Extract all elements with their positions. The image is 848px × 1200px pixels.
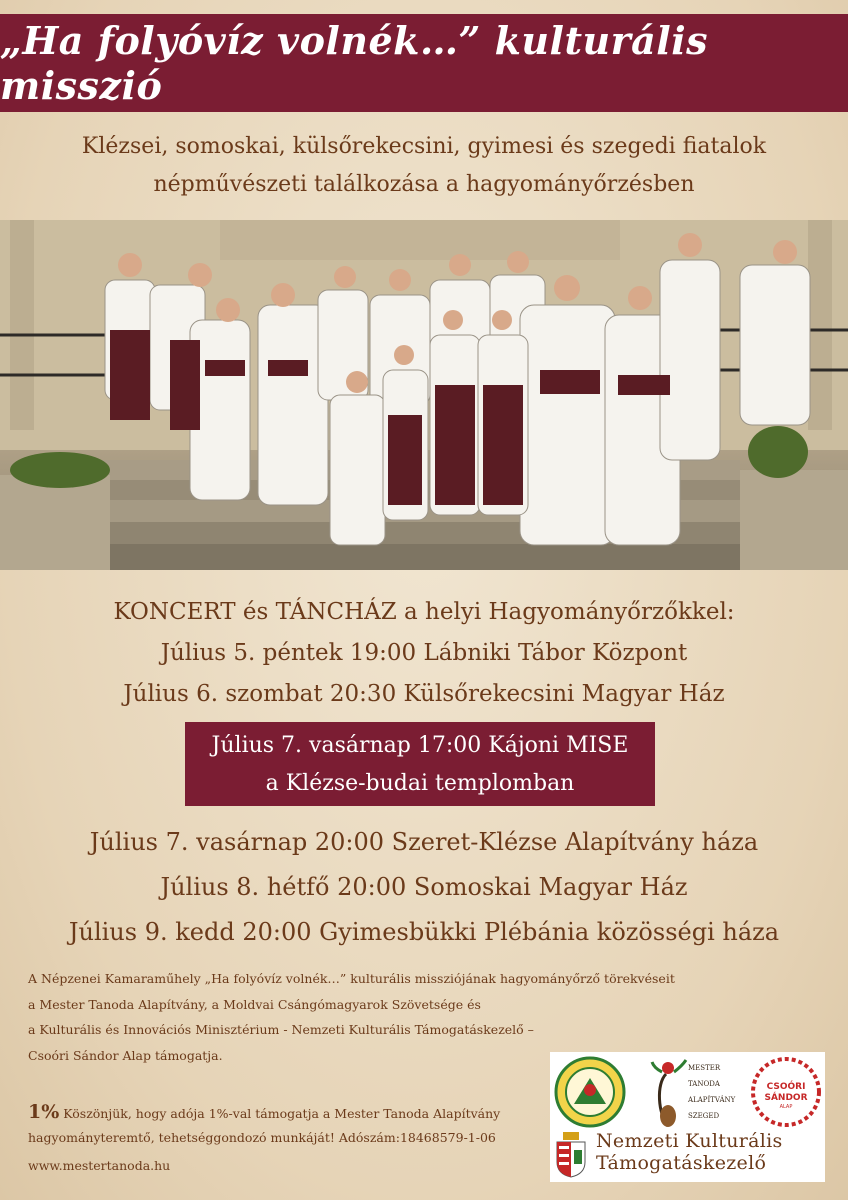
page-title: „Ha folyóvíz volnék…” kulturális misszió (0, 18, 709, 108)
support-line: a Mester Tanoda Alapítvány, a Moldvai Csángómagyarok Szövetsége és (28, 996, 481, 1012)
event-item: Július 7. vasárnap 20:00 Szeret-Klézse Alapítvány háza (89, 828, 759, 856)
support-line: a Kulturális és Innovációs Minisztérium - Nemzeti Kulturális Támogatáskezelő – (28, 1022, 534, 1037)
highlighted-event-line-1: Július 7. vasárnap 17:00 Kájoni MISE (211, 733, 629, 758)
event-item: Július 8. hétfő 20:00 Somoskai Magyar Ház (160, 873, 688, 901)
events-heading: KONCERT és TÁNCHÁZ a helyi Hagyományőrzőkkel: (113, 599, 735, 625)
support-line: A Népzenei Kamaraműhely „Ha folyóvíz volnék…” kulturális missziójának hagyományőrző törekvéseit (28, 971, 675, 986)
tax-donation-text (28, 1098, 548, 1152)
svg-text:SZEGED: SZEGED (688, 1112, 720, 1120)
events-list (0, 592, 848, 715)
event-item: Július 6. szombat 20:30 Külsőrekecsini Magyar Ház (123, 681, 725, 707)
events-list-continued (0, 820, 848, 955)
highlighted-event (185, 722, 655, 806)
title-banner (0, 14, 848, 112)
csoori-sandor-alap-logo-icon (750, 1056, 822, 1128)
subtitle-line-2: népművészeti találkozása a hagyományőrzésben (153, 172, 695, 197)
svg-text:CSOÓRI: CSOÓRI (766, 1082, 806, 1092)
hungarian-coat-of-arms-icon (554, 1132, 588, 1178)
support-line: Csoóri Sándor Alap támogatja. (28, 1047, 223, 1063)
mester-tanoda-logo-icon (646, 1054, 736, 1134)
event-item: Július 9. kedd 20:00 Gyimesbükki Plébánia közösségi háza (68, 918, 780, 946)
svg-text:SÁNDOR: SÁNDOR (764, 1093, 808, 1103)
nkt-line-1: Nemzeti Kulturális (596, 1130, 783, 1152)
website-link[interactable]: www.mestertanoda.hu (28, 1158, 171, 1173)
svg-text:ALAPÍTVÁNY: ALAPÍTVÁNY (688, 1096, 736, 1104)
group-photo (0, 220, 848, 570)
svg-text:ALAP: ALAP (779, 1104, 793, 1110)
csango-association-logo-icon (554, 1056, 626, 1128)
subtitle-line-1: Klézsei, somoskai, külsőrekecsini, gyimesi és szegedi fiatalok (81, 134, 767, 159)
group-photo-illustration (0, 220, 848, 570)
nkt-line-2: Támogatáskezelő (596, 1152, 767, 1174)
tax-line-2: hagyományteremtő, tehetséggondozó munkáját! Adószám:18468579-1-06 (28, 1130, 496, 1145)
nkt-logo-text (596, 1130, 824, 1174)
subtitle (0, 128, 848, 204)
svg-text:MESTER: MESTER (688, 1064, 721, 1072)
event-item: Július 5. péntek 19:00 Lábniki Tábor Központ (160, 640, 688, 666)
tax-percent: 1% (28, 1101, 60, 1123)
highlighted-event-line-2: a Klézse-budai templomban (265, 771, 575, 796)
svg-text:TANODA: TANODA (688, 1080, 720, 1088)
tax-line-1: Köszönjük, hogy adója 1%-val támogatja a Mester Tanoda Alapítvány (59, 1106, 501, 1121)
